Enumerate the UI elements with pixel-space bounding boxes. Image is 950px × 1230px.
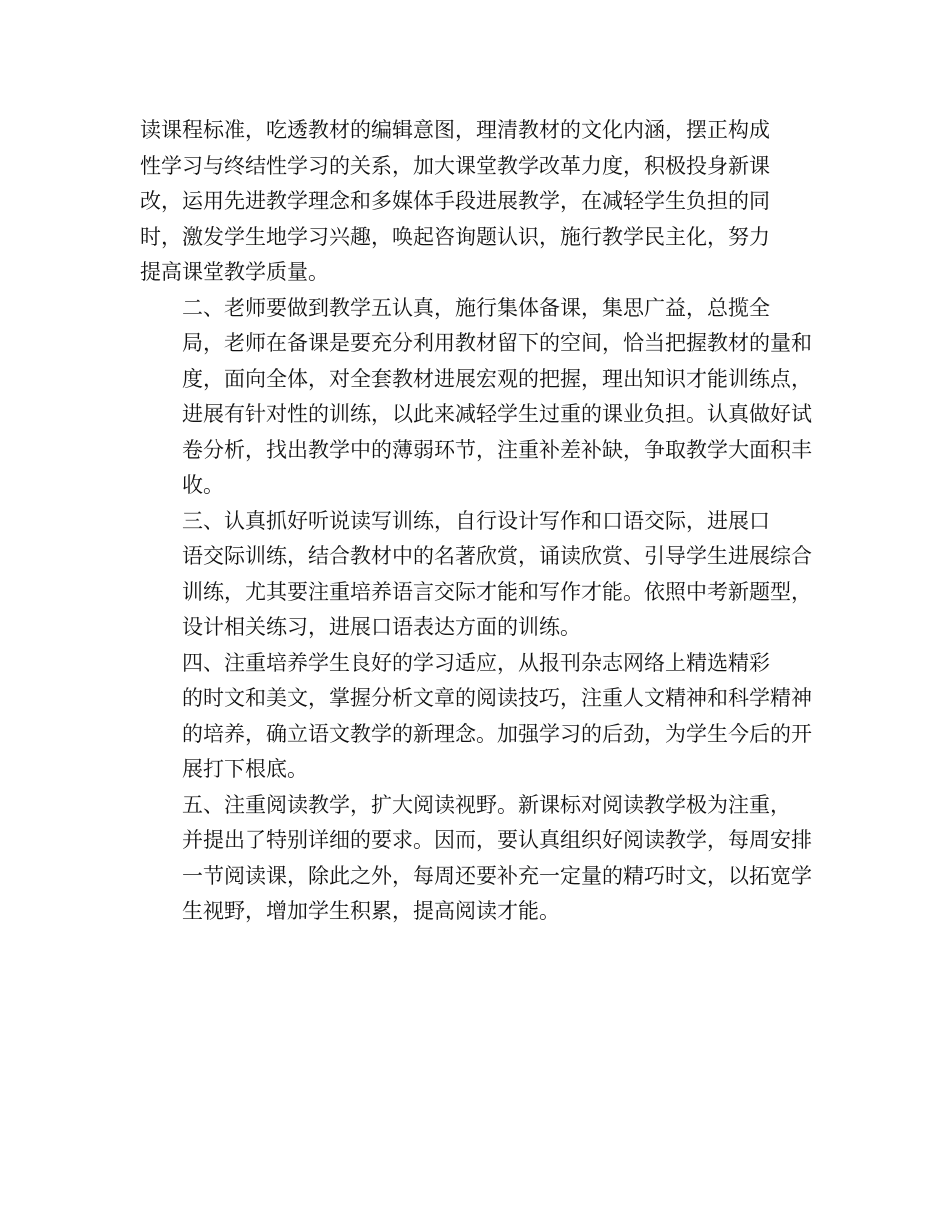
text-line: 时，激发学生地学习兴趣，唤起咨询题认识，施行教学民主化，努力 <box>140 224 770 249</box>
text-line: 三、认真抓好听说读写训练，自行设计写作和口语交际，进展口 <box>182 508 770 533</box>
paragraph-3 <box>140 504 825 646</box>
text-line: 度，面向全体，对全套教材进展宏观的把握，理出知识才能训练点， <box>182 366 812 391</box>
text-line: 并提出了特别详细的要求。因而，要认真组织好阅读教学，每周安排 <box>182 828 812 852</box>
text-line: 展打下根底。 <box>182 757 308 781</box>
text-line: 性学习与终结性学习的关系，加大课堂教学改革力度，积极投身新课 <box>140 153 770 178</box>
paragraph-1 <box>140 113 825 291</box>
paragraph-4 <box>140 646 825 788</box>
text-line: 生视野，增加学生积累，提高阅读才能。 <box>182 899 560 923</box>
paragraph-5 <box>140 788 825 930</box>
paragraph-2 <box>140 291 825 504</box>
text-line: 五、注重阅读教学，扩大阅读视野。新课标对阅读教学极为注重， <box>182 792 791 817</box>
text-line: 训练，尤其要注重培养语言交际才能和写作才能。依照中考新题型， <box>182 579 812 604</box>
text-line: 卷分析，找出教学中的薄弱环节，注重补差补缺，争取教学大面积丰 <box>182 437 812 462</box>
text-line: 局，老师在备课是要充分利用教材留下的空间，恰当把握教材的量和 <box>182 331 812 355</box>
text-line: 二、老师要做到教学五认真，施行集体备课，集思广益，总揽全 <box>182 295 770 320</box>
text-line: 语交际训练，结合教材中的名著欣赏，诵读欣赏、引导学生进展综合 <box>182 544 812 568</box>
text-line: 的时文和美文，掌握分析文章的阅读技巧，注重人文精神和科学精神 <box>182 686 812 710</box>
text-line: 改，运用先进教学理念和多媒体手段进展教学，在减轻学生负担的同 <box>140 189 770 213</box>
text-line: 的培养，确立语文教学的新理念。加强学习的后劲，为学生今后的开 <box>182 721 812 746</box>
text-line: 一节阅读课，除此之外，每周还要补充一定量的精巧时文，以拓宽学 <box>182 863 812 888</box>
text-line: 四、注重培养学生良好的学习适应，从报刊杂志网络上精选精彩 <box>182 650 770 675</box>
text-line: 设计相关练习，进展口语表达方面的训练。 <box>182 615 581 639</box>
text-line: 收。 <box>182 473 224 497</box>
text-line: 提高课堂教学质量。 <box>140 260 329 284</box>
text-line: 进展有针对性的训练，以此来减轻学生过重的课业负担。认真做好试 <box>182 402 812 426</box>
document-body <box>140 113 825 930</box>
text-line: 读课程标准，吃透教材的编辑意图，理清教材的文化内涵，摆正构成 <box>140 118 770 142</box>
